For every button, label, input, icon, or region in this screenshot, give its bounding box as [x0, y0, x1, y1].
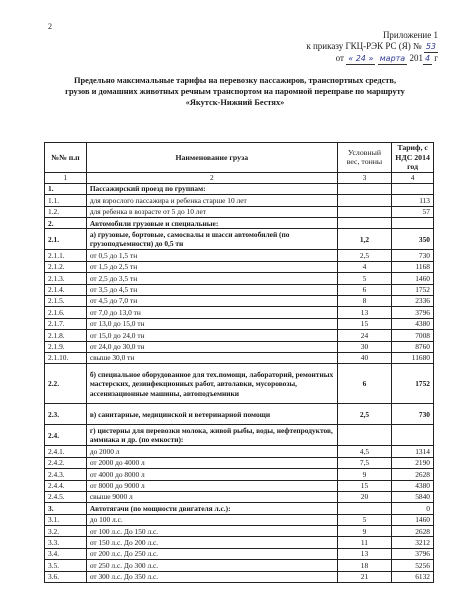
row-weight: 21: [337, 571, 391, 582]
row-tariff: 1460: [392, 273, 434, 284]
row-name: от 1,5 до 2,5 тн: [86, 261, 337, 272]
row-number: 2.1.3.: [45, 273, 87, 284]
row-number: 2.4.4.: [45, 480, 87, 491]
row-weight: [337, 195, 391, 206]
row-tariff: 3796: [392, 307, 434, 318]
row-name: для ребенка в возрасте от 5 до 10 лет: [86, 206, 337, 217]
row-number: 2.1.4.: [45, 284, 87, 295]
header-name: Наименование груза: [86, 143, 337, 173]
row-weight: 18: [337, 560, 391, 571]
row-tariff: 4380: [392, 318, 434, 329]
row-name: свыше 30,0 тн: [86, 352, 337, 363]
row-number: 3.6.: [45, 571, 87, 582]
date-day: « 24 »: [348, 54, 374, 63]
order-number: 53: [425, 42, 436, 51]
row-number: 3.2.: [45, 526, 87, 537]
row-tariff: 1752: [392, 284, 434, 295]
row-name: г) цистерны для перевозки молока, живой рыбы, воды, нефтепродуктов, аммиака и др. (по емкости):: [86, 425, 337, 446]
column-number: 2: [86, 172, 337, 183]
table-row: [45, 480, 434, 491]
row-name: для взрослого пассажира и ребенка старше 10 лет: [86, 195, 337, 206]
row-number: 2.4.1.: [45, 446, 87, 457]
table-row: [45, 404, 434, 425]
row-name: от 200 л.с. До 250 л.с.: [86, 548, 337, 559]
row-name: Автотягачи (по мощности двигателя л.с.):: [86, 503, 337, 514]
row-name: от 4000 до 8000 л: [86, 469, 337, 480]
row-number: 2.1.6.: [45, 307, 87, 318]
row-weight: 4: [337, 261, 391, 272]
table-row: [45, 183, 434, 194]
table-row: [45, 537, 434, 548]
row-number: 2.1.7.: [45, 318, 87, 329]
row-number: 2.4.2.: [45, 457, 87, 468]
row-tariff: 7008: [392, 330, 434, 341]
table-row: [45, 514, 434, 525]
row-tariff: 5256: [392, 560, 434, 571]
row-tariff: 3796: [392, 548, 434, 559]
row-name: от 4,5 до 7,0 тн: [86, 296, 337, 307]
table-row: [45, 273, 434, 284]
table-row: [45, 341, 434, 352]
date-year-prefix: 201: [409, 53, 423, 63]
row-weight: 30: [337, 341, 391, 352]
row-tariff: 5840: [392, 491, 434, 502]
row-name: от 250 л.с. До 300 л.с.: [86, 560, 337, 571]
row-number: 2.4.: [45, 425, 87, 446]
row-tariff: 1314: [392, 446, 434, 457]
table-row: [45, 491, 434, 502]
row-tariff: [392, 183, 434, 194]
document-title: [50, 75, 420, 108]
row-number: 3.3.: [45, 537, 87, 548]
row-number: 1.2.: [45, 206, 87, 217]
title-line-2: грузов и домашних животных речным транспортом на паромной переправе по маршруту: [65, 87, 405, 96]
row-weight: 15: [337, 318, 391, 329]
row-weight: 7,5: [337, 457, 391, 468]
order-line: [306, 41, 438, 53]
row-tariff: 8760: [392, 341, 434, 352]
row-name: от 7,0 до 13,0 тн: [86, 307, 337, 318]
row-weight: 5: [337, 273, 391, 284]
row-number: 3.4.: [45, 548, 87, 559]
row-number: 2.4.5.: [45, 491, 87, 502]
row-weight: 40: [337, 352, 391, 363]
table-row: [45, 206, 434, 217]
row-number: 3.1.: [45, 514, 87, 525]
column-number: 4: [392, 172, 434, 183]
row-name: от 2000 до 4000 л: [86, 457, 337, 468]
table-row: [45, 364, 434, 404]
row-weight: 6: [337, 284, 391, 295]
table-row: [45, 425, 434, 446]
column-number: 1: [45, 172, 87, 183]
row-tariff: 1752: [392, 364, 434, 404]
row-weight: 2,5: [337, 404, 391, 425]
row-name: от 2,5 до 3,5 тн: [86, 273, 337, 284]
row-tariff: 4380: [392, 480, 434, 491]
table-row: [45, 307, 434, 318]
table-row: [45, 469, 434, 480]
row-number: 2.1.2.: [45, 261, 87, 272]
row-weight: [337, 425, 391, 446]
row-name: от 0,5 до 1,5 тн: [86, 250, 337, 261]
row-name: Пассажирский проезд по группам:: [86, 183, 337, 194]
date-year-suffix: 4: [424, 54, 431, 63]
header-weight: Условный вес, тонны: [337, 143, 391, 173]
table-row: [45, 261, 434, 272]
row-weight: 13: [337, 307, 391, 318]
row-name: Автомобили грузовые и специальные:: [86, 218, 337, 229]
row-number: 2.1.8.: [45, 330, 87, 341]
title-line-3: «Якутск-Нижний Бестях»: [185, 98, 285, 107]
row-number: 3.: [45, 503, 87, 514]
table-header-row: [45, 143, 434, 173]
page-number: 2: [48, 22, 52, 31]
row-number: 2.1.9.: [45, 341, 87, 352]
row-tariff: 2628: [392, 469, 434, 480]
row-tariff: 1460: [392, 514, 434, 525]
row-name: а) грузовые, бортовые, самосвалы и шасси автомобилей (по грузоподъемности) до 0,5 тн: [86, 229, 337, 250]
table-row: [45, 229, 434, 250]
row-name: от 100 л.с. До 150 л.с.: [86, 526, 337, 537]
row-name: в) санитарные, медицинской и ветеринарной помощи: [86, 404, 337, 425]
table-row: [45, 503, 434, 514]
row-name: от 300 л.с. До 350 л.с.: [86, 571, 337, 582]
row-tariff: 0: [392, 503, 434, 514]
row-tariff: 2190: [392, 457, 434, 468]
row-number: 1.1.: [45, 195, 87, 206]
table-row: [45, 446, 434, 457]
table-row: [45, 318, 434, 329]
row-weight: [337, 206, 391, 217]
table-row: [45, 195, 434, 206]
row-tariff: 57: [392, 206, 434, 217]
row-tariff: 2336: [392, 296, 434, 307]
row-weight: [337, 218, 391, 229]
row-weight: 15: [337, 480, 391, 491]
order-label: к приказу ГКЦ-РЭК РС (Я) №: [306, 41, 422, 51]
appendix-header: [306, 30, 438, 65]
table-row: [45, 330, 434, 341]
header-tariff: Тариф, с НДС 2014 год: [392, 143, 434, 173]
row-tariff: 1168: [392, 261, 434, 272]
row-weight: 6: [337, 364, 391, 404]
table-row: [45, 250, 434, 261]
row-tariff: 2628: [392, 526, 434, 537]
row-name: от 13,0 до 15,0 тн: [86, 318, 337, 329]
row-tariff: 730: [392, 250, 434, 261]
row-name: от 150 л.с. До 200 л.с.: [86, 537, 337, 548]
row-tariff: 113: [392, 195, 434, 206]
row-tariff: 350: [392, 229, 434, 250]
row-tariff: [392, 425, 434, 446]
row-name: от 15,0 до 24,0 тн: [86, 330, 337, 341]
row-name: свыше 9000 л: [86, 491, 337, 502]
row-weight: 8: [337, 296, 391, 307]
row-weight: 2,5: [337, 250, 391, 261]
table-row: [45, 296, 434, 307]
date-month: марта: [379, 54, 406, 63]
table-row: [45, 218, 434, 229]
row-number: 2.4.3.: [45, 469, 87, 480]
row-number: 2.1.1.: [45, 250, 87, 261]
title-line-1: Предельно максимальные тарифы на перевозку пассажиров, транспортных средств,: [73, 76, 397, 85]
table-row: [45, 457, 434, 468]
row-name: до 2000 л: [86, 446, 337, 457]
row-name: от 24,0 до 30,0 тн: [86, 341, 337, 352]
row-tariff: [392, 218, 434, 229]
row-number: 2.1.: [45, 229, 87, 250]
tariff-table: [44, 142, 434, 583]
row-weight: [337, 503, 391, 514]
table-row: [45, 352, 434, 363]
row-weight: 24: [337, 330, 391, 341]
table-row: [45, 571, 434, 582]
row-number: 2.1.10.: [45, 352, 87, 363]
row-tariff: 730: [392, 404, 434, 425]
row-tariff: 6132: [392, 571, 434, 582]
row-weight: 1,2: [337, 229, 391, 250]
row-weight: 9: [337, 469, 391, 480]
row-name: от 8000 до 9000 л: [86, 480, 337, 491]
row-weight: 5: [337, 514, 391, 525]
row-weight: 13: [337, 548, 391, 559]
row-name: от 3,5 до 4,5 тн: [86, 284, 337, 295]
column-number: 3: [337, 172, 391, 183]
row-name: до 100 л.с.: [86, 514, 337, 525]
row-number: 2.3.: [45, 404, 87, 425]
row-number: 1.: [45, 183, 87, 194]
table-row: [45, 526, 434, 537]
row-number: 2.1.5.: [45, 296, 87, 307]
header-number: №№ п.п: [45, 143, 87, 173]
date-year-unit: г: [434, 53, 438, 63]
date-line: [306, 53, 438, 65]
row-number: 2.2.: [45, 364, 87, 404]
row-number: 3.5.: [45, 560, 87, 571]
row-weight: 20: [337, 491, 391, 502]
row-number: 2.: [45, 218, 87, 229]
table-body: [45, 183, 434, 582]
row-tariff: 3212: [392, 537, 434, 548]
row-weight: 9: [337, 526, 391, 537]
row-weight: [337, 183, 391, 194]
row-weight: 4,5: [337, 446, 391, 457]
date-from: от: [335, 53, 344, 63]
table-row: [45, 548, 434, 559]
row-name: б) специальное оборудованное для тех.помощи, лабораторий, ремонтных мастерских, дезинфекционных работ, автолавки, мусоровозы, ассенизационные машины, автоподъемники: [86, 364, 337, 404]
row-weight: 11: [337, 537, 391, 548]
column-number-row: [45, 172, 434, 183]
table-row: [45, 284, 434, 295]
appendix-line: Приложение 1: [382, 30, 438, 40]
row-tariff: 11680: [392, 352, 434, 363]
table-row: [45, 560, 434, 571]
